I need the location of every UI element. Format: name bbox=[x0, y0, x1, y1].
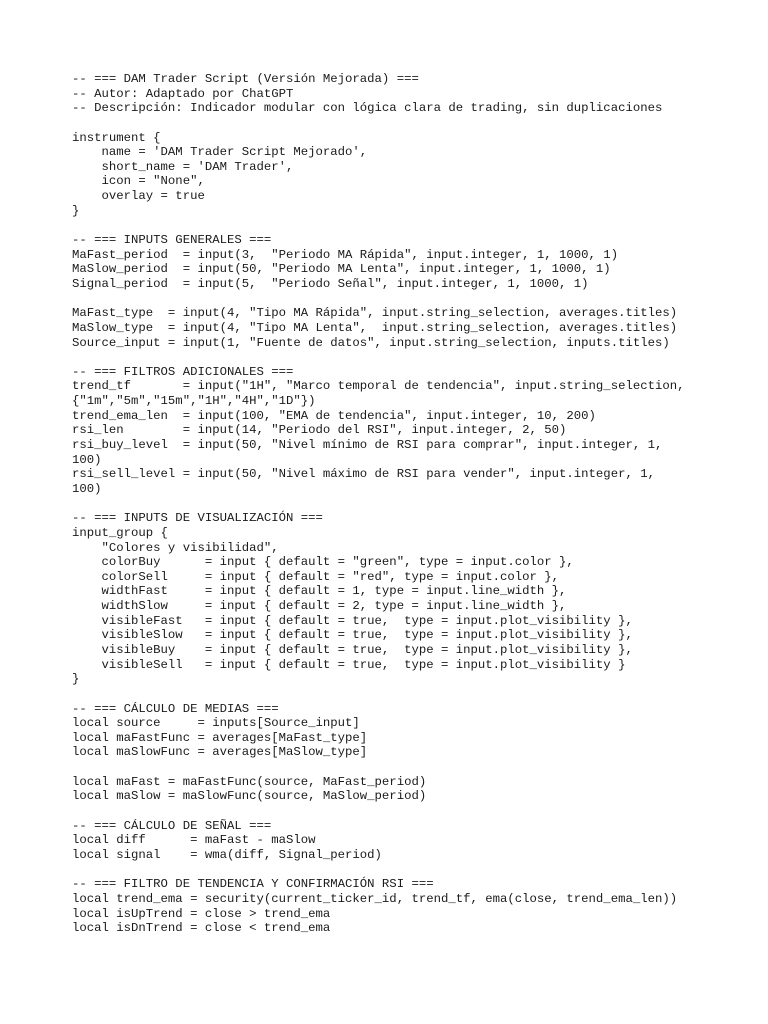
code-line: local maSlowFunc = averages[MaSlow_type] bbox=[72, 745, 368, 760]
code-line: Signal_period = input(5, "Periodo Señal", input.integer, 1, 1000, 1) bbox=[72, 276, 589, 291]
code-line: MaFast_period = input(3, "Periodo MA Rápida", input.integer, 1, 1000, 1) bbox=[72, 247, 619, 262]
blank-line bbox=[72, 218, 685, 233]
code-line: visibleFast = input { default = true, type = input.plot_visibility }, bbox=[72, 613, 633, 628]
code-line: rsi_sell_level = input(50, "Nivel máximo de RSI para vender", input.integer, 1, bbox=[72, 467, 655, 482]
comment-line: -- === INPUTS GENERALES === bbox=[72, 233, 272, 248]
comment-line: -- Autor: Adaptado por ChatGPT bbox=[72, 86, 294, 101]
code-line: widthSlow = input { default = 2, type = input.line_width }, bbox=[72, 599, 567, 614]
code-line: name = 'DAM Trader Script Mejorado', bbox=[72, 145, 368, 160]
code-line: rsi_buy_level = input(50, "Nivel mínimo de RSI para comprar", input.integer, 1, bbox=[72, 438, 663, 453]
code-line: rsi_len = input(14, "Periodo del RSI", input.integer, 2, 50) bbox=[72, 423, 567, 438]
blank-line bbox=[72, 863, 685, 878]
code-line: visibleSell = input { default = true, type = input.plot_visibility } bbox=[72, 657, 626, 672]
code-line: local maFastFunc = averages[MaFast_type] bbox=[72, 730, 368, 745]
blank-line bbox=[72, 116, 685, 131]
code-line: visibleBuy = input { default = true, type = input.plot_visibility }, bbox=[72, 642, 633, 657]
code-line: visibleSlow = input { default = true, type = input.plot_visibility }, bbox=[72, 628, 633, 643]
comment-line: -- === INPUTS DE VISUALIZACIÓN === bbox=[72, 511, 323, 526]
code-line: overlay = true bbox=[72, 189, 205, 204]
code-line: local diff = maFast - maSlow bbox=[72, 833, 316, 848]
code-line: colorBuy = input { default = "green", type = input.color }, bbox=[72, 555, 574, 570]
code-line: colorSell = input { default = "red", type = input.color }, bbox=[72, 569, 560, 584]
blank-line bbox=[72, 804, 685, 819]
blank-line bbox=[72, 350, 685, 365]
code-line: Source_input = input(1, "Fuente de datos", input.string_selection, inputs.titles) bbox=[72, 335, 670, 350]
comment-line: -- Descripción: Indicador modular con lógica clara de trading, sin duplicaciones bbox=[72, 101, 663, 116]
comment-line: -- === FILTROS ADICIONALES === bbox=[72, 364, 294, 379]
code-line: } bbox=[72, 203, 80, 218]
code-line: local isUpTrend = close > trend_ema bbox=[72, 906, 331, 921]
comment-line: -- === CÁLCULO DE MEDIAS === bbox=[72, 701, 279, 716]
code-line: 100) bbox=[72, 481, 102, 496]
code-line: input_group { bbox=[72, 525, 168, 540]
code-line: MaSlow_period = input(50, "Periodo MA Lenta", input.integer, 1, 1000, 1) bbox=[72, 262, 611, 277]
code-line: MaFast_type = input(4, "Tipo MA Rápida", input.string_selection, averages.titles) bbox=[72, 306, 678, 321]
code-line: trend_tf = input("1H", "Marco temporal de tendencia", input.string_selection, bbox=[72, 379, 685, 394]
blank-line bbox=[72, 760, 685, 775]
code-line: widthFast = input { default = 1, type = input.line_width }, bbox=[72, 584, 567, 599]
code-line: local maFast = maFastFunc(source, MaFast_period) bbox=[72, 774, 427, 789]
code-line: trend_ema_len = input(100, "EMA de tendencia", input.integer, 10, 200) bbox=[72, 408, 596, 423]
comment-line: -- === FILTRO DE TENDENCIA Y CONFIRMACIÓN RSI === bbox=[72, 877, 434, 892]
comment-line: -- === DAM Trader Script (Versión Mejorada) === bbox=[72, 72, 419, 86]
code-line: 100) bbox=[72, 452, 102, 467]
blank-line bbox=[72, 497, 685, 512]
code-line: icon = "None", bbox=[72, 174, 205, 189]
code-line: {"1m","5m","15m","1H","4H","1D"}) bbox=[72, 394, 316, 409]
code-line: } bbox=[72, 672, 80, 687]
code-line: local source = inputs[Source_input] bbox=[72, 716, 360, 731]
code-listing bbox=[72, 72, 685, 936]
comment-line: -- === CÁLCULO DE SEÑAL === bbox=[72, 818, 272, 833]
code-line: MaSlow_type = input(4, "Tipo MA Lenta", input.string_selection, averages.titles) bbox=[72, 320, 678, 335]
code-line: local maSlow = maSlowFunc(source, MaSlow_period) bbox=[72, 789, 427, 804]
code-line: local signal = wma(diff, Signal_period) bbox=[72, 847, 382, 862]
code-line: instrument { bbox=[72, 130, 161, 145]
code-line: local trend_ema = security(current_ticker_id, trend_tf, ema(close, trend_ema_len)) bbox=[72, 891, 678, 906]
code-line: short_name = 'DAM Trader', bbox=[72, 159, 294, 174]
code-line: local isDnTrend = close < trend_ema bbox=[72, 921, 331, 936]
code-line: "Colores y visibilidad", bbox=[72, 540, 279, 555]
blank-line bbox=[72, 292, 685, 307]
blank-line bbox=[72, 687, 685, 702]
